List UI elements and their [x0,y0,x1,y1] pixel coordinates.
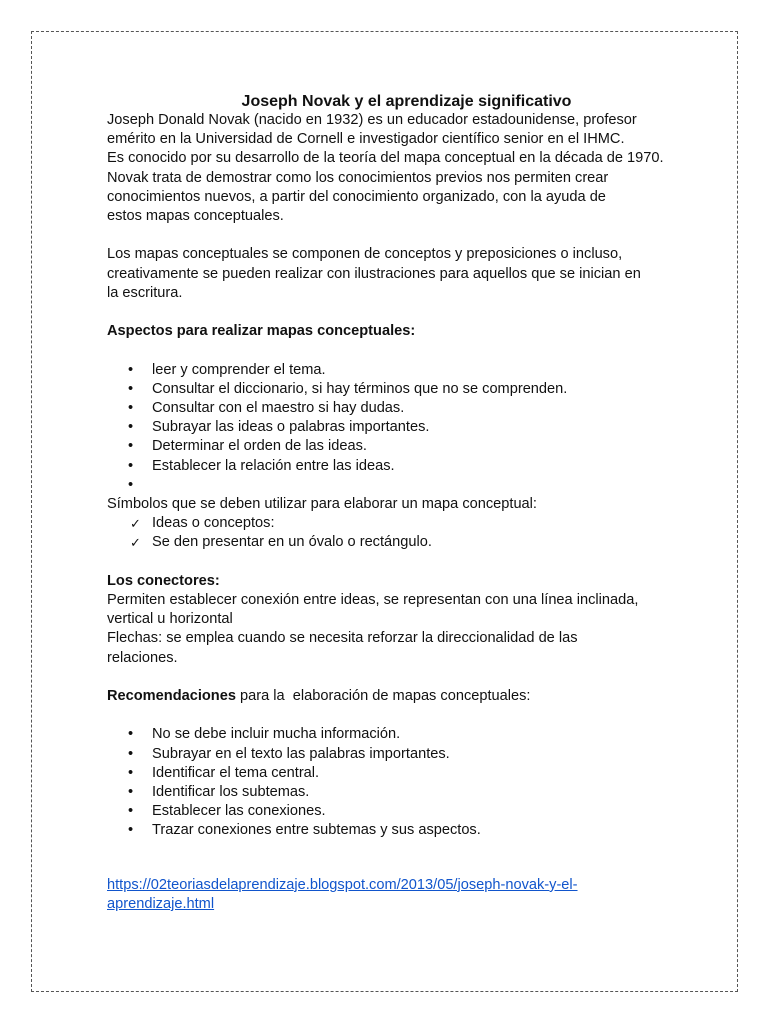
document-body [107,92,692,914]
list-item: • Determinar el orden de las ideas. [107,437,692,456]
source-link-line: aprendizaje.html [107,896,215,912]
recommendations-bold: Recomendaciones [107,688,236,704]
intro-line: Es conocido por su desarrollo de la teoría del mapa conceptual en la década de 1970. [107,150,664,167]
connectors-heading [107,572,692,591]
maps-paragraph [107,245,692,303]
maps-line: creativamente se pueden realizar con ilustraciones para aquellos que se inician en [107,265,641,282]
intro-paragraph [107,111,692,226]
aspects-heading [107,322,692,341]
recommendations-heading [107,687,692,706]
intro-line: Joseph Donald Novak (nacido en 1932) es un educador estadounidense, profesor [107,112,637,128]
intro-line: Novak trata de demostrar como los conocimientos previos nos permiten crear [107,169,609,186]
document-title: Joseph Novak y el aprendizaje significativo [241,93,572,110]
list-item: • Establecer las conexiones. [107,802,692,821]
connectors-paragraph [107,591,692,668]
list-item: • leer y comprender el tema. [107,361,692,380]
symbols-intro: Símbolos que se deben utilizar para elaborar un mapa conceptual: [107,496,537,512]
source-link[interactable] [107,876,692,914]
check-item: ✓ Se den presentar en un óvalo o rectángulo. [107,533,692,552]
maps-line: la escritura. [107,284,183,301]
connectors-line: vertical u horizontal [107,611,233,628]
list-item [107,476,692,495]
list-item: • Subrayar en el texto las palabras importantes. [107,745,692,764]
recommendations-list [107,725,692,840]
check-item: ✓ Ideas o conceptos: [107,514,692,533]
source-link-line: https://02teoriasdelaprendizaje.blogspot.com/2013/05/joseph-novak-y-el- [107,876,578,893]
list-item: • Consultar con el maestro si hay dudas. [107,399,692,418]
list-item: • Trazar conexiones entre subtemas y sus aspectos. [107,821,692,840]
list-item: • No se debe incluir mucha información. [107,725,692,744]
list-item: • Identificar los subtemas. [107,783,692,802]
maps-line: Los mapas conceptuales se componen de conceptos y preposiciones o incluso, [107,246,623,263]
connectors-heading-text: Los conectores: [107,572,220,589]
intro-line: conocimientos nuevos, a partir del conocimiento organizado, con la ayuda de [107,188,606,205]
connectors-line: Permiten establecer conexión entre ideas, se representan con una línea inclinada, [107,592,639,608]
intro-line: estos mapas conceptuales. [107,208,284,225]
list-item: • Establecer la relación entre las ideas. [107,457,692,476]
intro-line: emérito en la Universidad de Cornell e investigador científico senior en el IHMC. [107,131,625,148]
list-item: • Identificar el tema central. [107,764,692,783]
list-item: • Subrayar las ideas o palabras importantes. [107,418,692,437]
symbols-list [107,514,692,552]
aspects-heading-text: Aspectos para realizar mapas conceptuales: [107,323,416,340]
connectors-line: Flechas: se emplea cuando se necesita reforzar la direccionalidad de las [107,630,578,647]
connectors-line: relaciones. [107,649,178,666]
list-item: • Consultar el diccionario, si hay términos que no se comprenden. [107,380,692,399]
recommendations-rest: para la elaboración de mapas conceptuales: [235,688,531,704]
aspects-list [107,361,692,495]
